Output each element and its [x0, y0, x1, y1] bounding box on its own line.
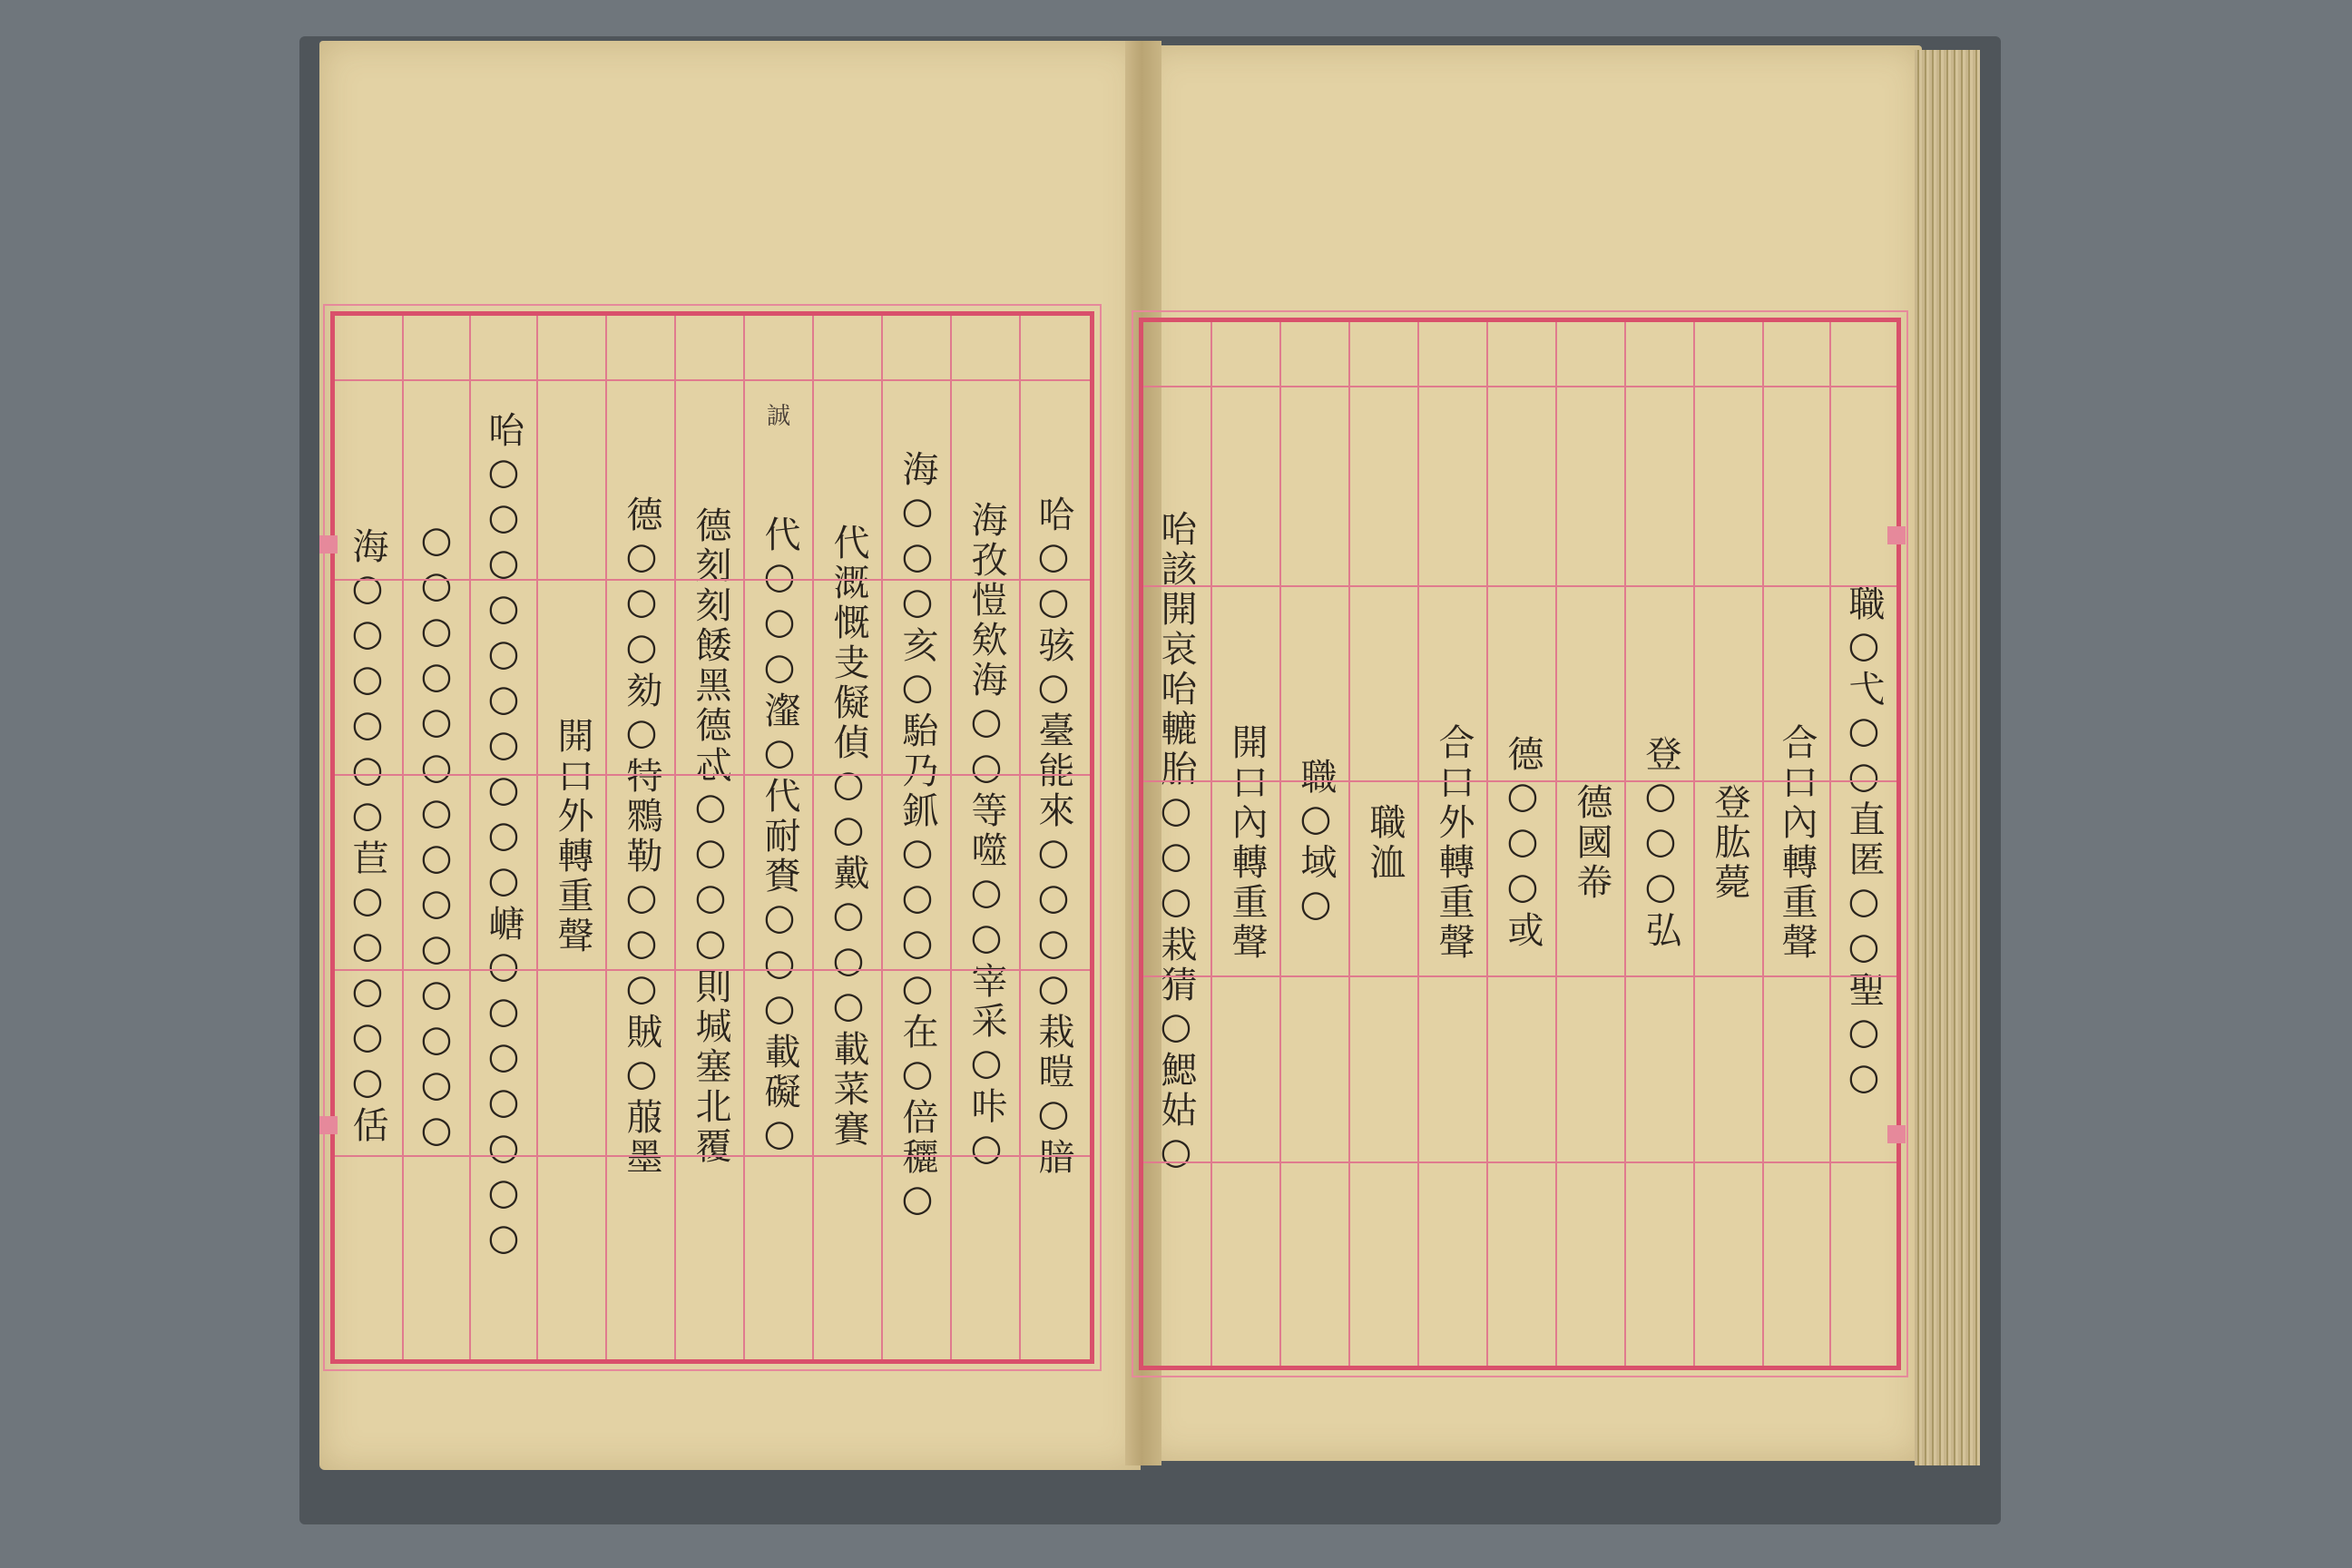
left-rhyme-table [330, 311, 1094, 1364]
column-text: 代○○○瀣○代耐賚○○○載礙○ [759, 515, 800, 1158]
left-column-7 [743, 316, 814, 1359]
column-text: 職○域○ [1295, 758, 1337, 928]
right-column-3 [1279, 322, 1350, 1366]
column-text: 海孜愷欸海○○等噬○○宰采○咔○ [965, 501, 1007, 1172]
row-divider [1143, 585, 1896, 587]
column-text: 合口外轉重聲 [1433, 723, 1475, 963]
margin-tab [319, 1116, 338, 1134]
row-divider [1143, 1161, 1896, 1163]
right-column-1 [1143, 322, 1210, 1366]
right-rhyme-table [1139, 318, 1901, 1370]
left-column-6 [674, 316, 745, 1359]
margin-tab [319, 535, 338, 554]
column-text: 咍該開哀咍轆胎○○○栽猜○鰓姑○ [1155, 510, 1197, 1176]
left-column-9 [881, 316, 952, 1359]
column-text: 海○○○○○○苣○○○○○佸 [347, 527, 388, 1146]
column-text: 登肱薨 [1709, 783, 1750, 903]
right-column-9 [1693, 322, 1764, 1366]
page-edges [1915, 50, 1980, 1465]
row-divider [335, 969, 1090, 971]
row-divider [335, 1155, 1090, 1157]
column-text: ○○○○○○○○○○○○○○ [416, 519, 457, 1154]
row-divider [1143, 975, 1896, 977]
left-column-11 [1019, 316, 1088, 1359]
right-column-4 [1348, 322, 1419, 1366]
right-column-10 [1762, 322, 1831, 1366]
column-text: 職洫 [1364, 803, 1406, 883]
row-divider [1143, 780, 1896, 782]
column-text: 海○○○亥○駘乃釽○○○○在○倍穲○ [897, 450, 938, 1223]
column-text: 德○○○劾○特䳴勒○○○賊○菔墨 [621, 495, 662, 1178]
column-text: 開口內轉重聲 [1226, 723, 1268, 963]
column-text: 代溉慨叏儗偵○○戴○○○載菜賽 [828, 524, 869, 1150]
right-column-2 [1210, 322, 1281, 1366]
left-column-2 [402, 316, 471, 1359]
column-text: 德國帣 [1571, 783, 1612, 903]
right-column-5 [1417, 322, 1488, 1366]
left-column-5 [605, 316, 676, 1359]
column-text: 德刻刻餧黑德忒○○○○則堿塞北覆 [690, 506, 731, 1167]
margin-annotation: 誠 [767, 403, 791, 430]
column-text: 咍○○○○○○○○○○嵣○○○○○○○ [483, 411, 524, 1262]
column-text: 哈○○骇○臺能來○○○○栽暟○腤 [1033, 495, 1074, 1178]
column-text: 合口內轉重聲 [1776, 723, 1818, 963]
right-column-11 [1829, 322, 1898, 1366]
right-column-8 [1624, 322, 1695, 1366]
row-divider [335, 579, 1090, 581]
left-column-4 [536, 316, 607, 1359]
margin-tab [1887, 1125, 1906, 1143]
left-column-1 [335, 316, 402, 1359]
row-divider [335, 379, 1090, 381]
column-text: 德○○○或 [1502, 735, 1544, 951]
column-text: 開口外轉重聲 [552, 717, 593, 956]
left-column-3 [469, 316, 538, 1359]
column-text: 登○○○弘 [1640, 735, 1681, 951]
column-text: 職○弋○○直匿○○聖○○ [1843, 584, 1885, 1102]
right-column-6 [1486, 322, 1557, 1366]
margin-tab [1887, 526, 1906, 544]
left-column-8 [812, 316, 883, 1359]
row-divider [1143, 386, 1896, 387]
row-divider [335, 774, 1090, 776]
right-column-7 [1555, 322, 1626, 1366]
left-column-10 [950, 316, 1021, 1359]
